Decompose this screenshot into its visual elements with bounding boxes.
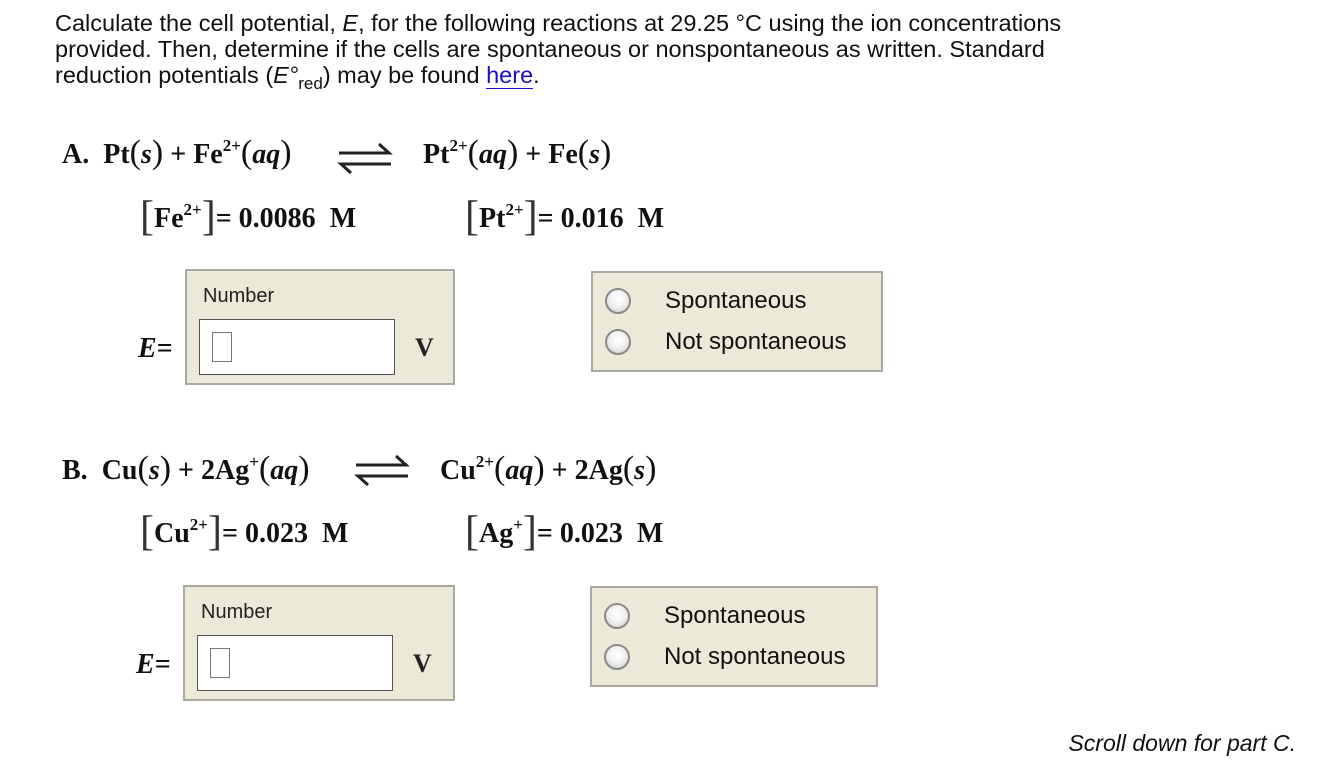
part-b-conc-2: [Ag+]= 0.023 M: [465, 509, 664, 555]
radio-button-icon[interactable]: [605, 288, 631, 314]
part-a-e-input[interactable]: [199, 319, 395, 375]
radio-button-icon[interactable]: [604, 644, 630, 670]
part-a-spontaneous-option[interactable]: Spontaneous: [605, 284, 806, 318]
number-label: Number: [203, 285, 275, 307]
part-b-spontaneous-option[interactable]: Spontaneous: [604, 599, 805, 633]
part-a-products: $Pt^{2+}(aq) + Fe(s)$: [423, 134, 612, 171]
radio-button-icon[interactable]: [604, 603, 630, 629]
part-b-e-input[interactable]: [197, 635, 393, 691]
volt-unit: V: [415, 333, 434, 362]
part-b-e-label: E=: [136, 649, 171, 680]
question-intro: Calculate the cell potential, E, for the following reactions at 29.25 °C using the ion concentrations provided. Then, determine if the cells are spontaneous or nonspontaneous as written. Standard reduction potentials $(E^\circ_{red})$ may be found here.: [55, 10, 1062, 93]
part-a-reaction: A. $Pt(s) + Fe^{2+}(aq)$: [62, 134, 292, 171]
part-a-e-label: E=: [138, 333, 173, 364]
part-a-number-panel: [185, 269, 455, 385]
part-b-label: B.: [62, 455, 88, 486]
part-b-products: $Cu^{2+}(aq) + 2Ag(s)$: [440, 450, 657, 487]
part-b-spontaneity-panel: [590, 586, 878, 687]
volt-unit: V: [413, 649, 432, 678]
scroll-note: Scroll down for part C.: [1068, 730, 1296, 756]
part-a-conc-2: $[Pt^{2+}]= 0.016$ M: [465, 194, 665, 240]
part-b-reaction: B. Cu(s) + 2Ag+(aq): [62, 450, 310, 487]
equilibrium-arrow-icon: [352, 452, 414, 488]
part-b-conc-1: $[Cu^{2+}]= 0.023$ M: [140, 509, 349, 555]
text-cursor-icon: [212, 332, 232, 362]
reduction-potentials-link[interactable]: here: [486, 62, 534, 88]
part-b-number-panel: [183, 585, 455, 701]
text-cursor-icon: [210, 648, 230, 678]
radio-button-icon[interactable]: [605, 329, 631, 355]
part-a-spontaneity-panel: [591, 271, 883, 372]
part-a-label: A.: [62, 139, 90, 170]
number-label: Number: [201, 601, 273, 623]
part-a-conc-1: $[Fe^{2+}]= 0.0086$ M: [140, 194, 357, 240]
equilibrium-arrow-icon: [335, 140, 397, 176]
part-b-not-spontaneous-option[interactable]: Not spontaneous: [604, 640, 845, 674]
part-a-not-spontaneous-option[interactable]: Not spontaneous: [605, 325, 846, 359]
